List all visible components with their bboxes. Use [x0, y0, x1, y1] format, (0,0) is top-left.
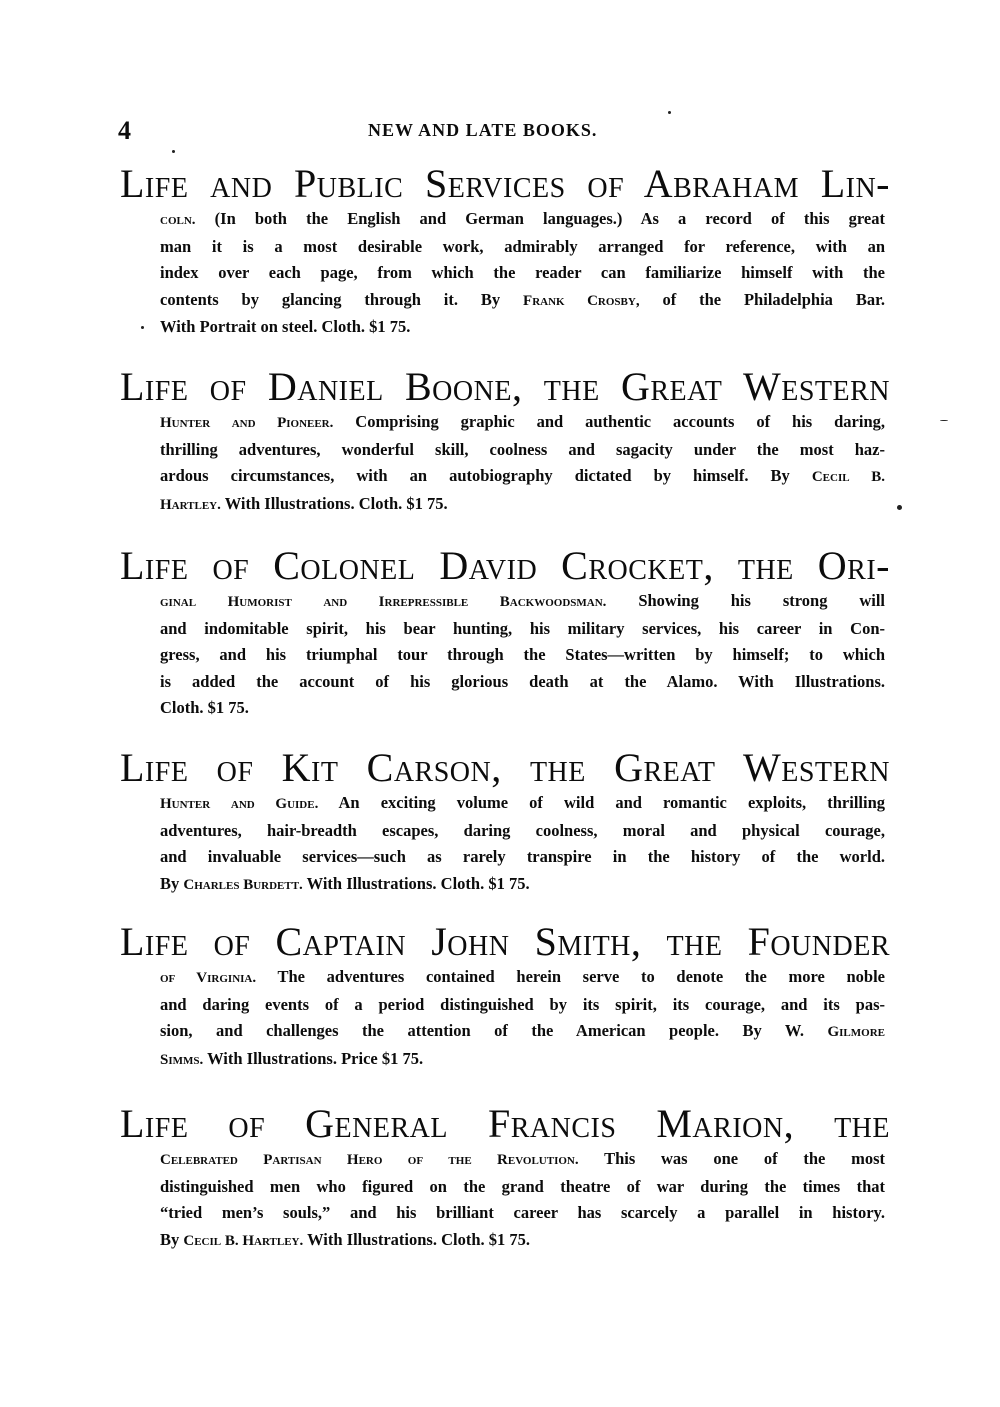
description-line: “tried men’s souls,” and his brilliant career has scarcely a parallel in history. [160, 1203, 885, 1222]
author-name: Charles Burdett. [183, 876, 303, 893]
author-name: Frank Crosby, [523, 292, 640, 309]
running-head: NEW AND LATE BOOKS. [368, 120, 598, 140]
entry-title: Life of Kit Carson, the Great Western [120, 745, 890, 790]
entry-subtitle: of Virginia. [160, 970, 257, 986]
scan-speck [172, 150, 175, 153]
entry-subtitle: Hunter and Pioneer. [160, 415, 334, 431]
entry-subtitle: Celebrated Partisan Hero of the Revolution. [160, 1152, 579, 1168]
entry-subtitle: ginal Humorist and Irrepressible Backwoodsman. [160, 594, 607, 610]
description-line: Hunter and Guide. An exciting volume of wild and romantic exploits, thrilling [160, 793, 885, 812]
description-line: Hunter and Pioneer. Comprising graphic and authentic accounts of his daring, [160, 412, 885, 431]
description-line: index over each page, from which the reader can familiarize himself with the [160, 263, 885, 282]
description-line: distinguished men who figured on the grand theatre of war during the times that [160, 1176, 885, 1196]
author-name: Hartley. [160, 496, 221, 513]
entry-description [160, 790, 885, 898]
description-line: By Charles Burdett. With Illustrations. Cloth. $1 75. [160, 873, 530, 893]
scan-speck [668, 111, 671, 114]
description-line: is added the account of his glorious death at the Alamo. With Illustrations. [160, 671, 885, 691]
description-line: coln. (In both the English and German languages.) As a record of this great [160, 209, 885, 228]
description-line: sion, and challenges the attention of the American people. By W. Gilmore [160, 1021, 885, 1040]
description-line: By Cecil B. Hartley. With Illustrations. Cloth. $1 75. [160, 1229, 531, 1249]
description-line: Simms. With Illustrations. Price $1 75. [160, 1048, 424, 1068]
page-number: 4 [118, 116, 131, 145]
description-line: and indomitable spirit, his bear hunting, his military services, his career in Con- [160, 618, 885, 638]
description-line: thrilling adventures, wonderful skill, coolness and sagacity under the most haz- [160, 439, 885, 459]
author-name: Gilmore [827, 1024, 885, 1040]
entry-description [160, 964, 885, 1073]
description-line: Cloth. $1 75. [160, 698, 249, 717]
description-line: and daring events of a period distinguished by its spirit, its courage, and its pas- [160, 994, 885, 1014]
description-line: adventures, hair-breadth escapes, daring coolness, moral and physical courage, [160, 820, 885, 840]
description-line: ardous circumstances, with an autobiography dictated by himself. By Cecil B. [160, 466, 885, 485]
description-line: ginal Humorist and Irrepressible Backwoodsman. Showing his strong will [160, 591, 886, 610]
description-line: and invaluable services—such as rarely transpire in the history of the world. [160, 847, 885, 866]
entry-subtitle: Hunter and Guide. [160, 796, 319, 812]
description-line: Celebrated Partisan Hero of the Revolution. This was one of the most [160, 1149, 885, 1168]
description-line: of Virginia. The adventures contained herein serve to denote the more noble [160, 967, 885, 986]
entry-description [160, 409, 885, 518]
description-line: contents by glancing through it. By Frank Crosby, of the Philadelphia Bar. [160, 289, 886, 309]
entry-description [160, 206, 885, 341]
scan-speck [141, 326, 144, 329]
entry-title: Life of Colonel David Crocket, the Ori- [120, 543, 890, 588]
author-name: Cecil B. [811, 469, 885, 485]
description-line: man it is a most desirable work, admirably arranged for reference, with an [160, 236, 885, 256]
author-name: Simms. [160, 1051, 204, 1068]
scan-speck [897, 505, 902, 510]
entry-description [160, 1146, 885, 1254]
author-name: Cecil B. Hartley. [183, 1232, 304, 1249]
description-line: Hartley. With Illustrations. Cloth. $1 75. [160, 493, 448, 513]
entry-title: Life of Captain John Smith, the Founder [120, 919, 890, 964]
scan-speck [940, 420, 948, 421]
entry-title: Life of General Francis Marion, the [120, 1101, 890, 1146]
entry-description [160, 588, 885, 722]
entry-title: Life and Public Services of Abraham Lin- [120, 161, 890, 206]
title-continuation: coln. [160, 212, 196, 228]
description-line: gress, and his triumphal tour through the States—written by himself; to which [160, 645, 885, 664]
entry-title: Life of Daniel Boone, the Great Western [120, 364, 890, 409]
description-line: With Portrait on steel. Cloth. $1 75. [160, 317, 411, 336]
